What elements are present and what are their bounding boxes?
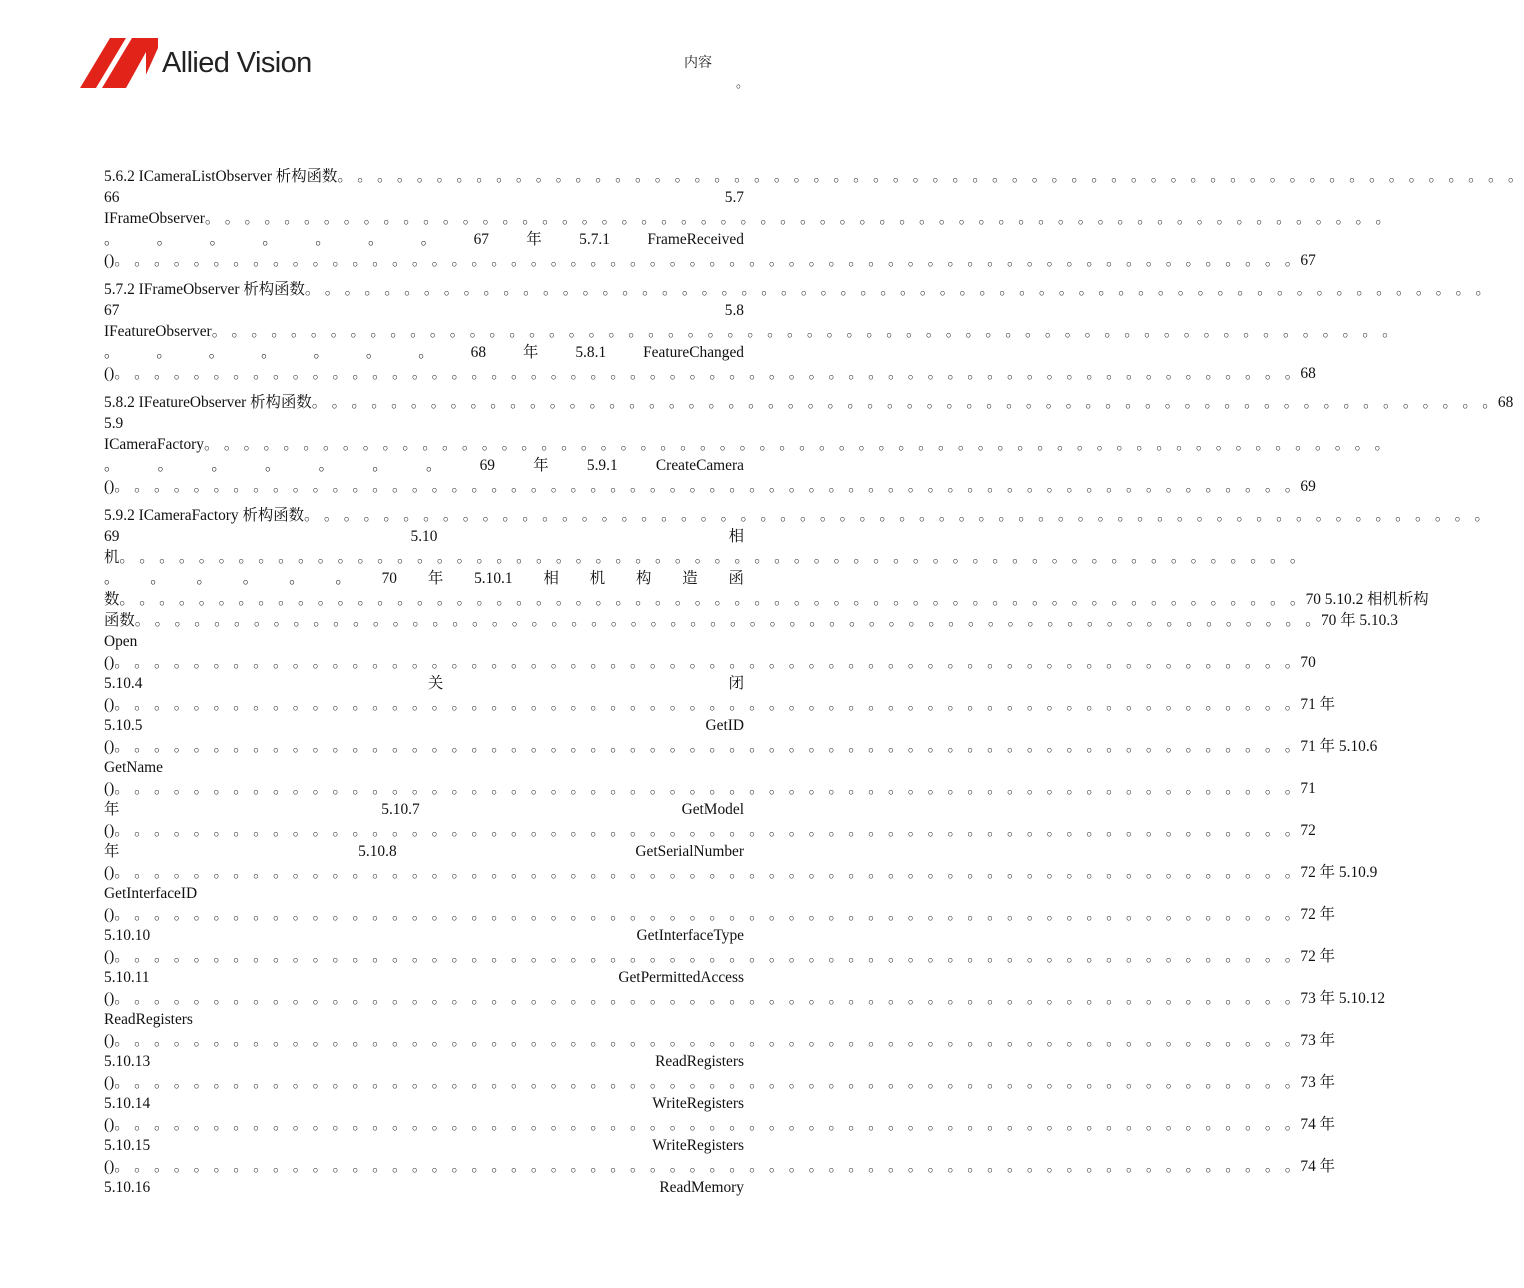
toc-fragment: Open	[104, 633, 138, 650]
toc-fragment: 。	[242, 570, 259, 587]
brand-name: Allied Vision	[162, 46, 312, 79]
dot-leader: 。 。 。 。 。 。 。 。 。 。 。 。 。 。 。 。 。 。 。 。 。 。 。 。 。 。 。 。 。 。 。 。 。 。 。 。 。 。 。 。 。 。 。 。 。 。 。 。 。 。 。 。 。 。 。 。 。 。 。 。	[114, 822, 1301, 839]
toc-entry-title: ()	[104, 696, 115, 713]
toc-fragment: 。	[313, 344, 329, 361]
toc-fragment: CreateCamera	[655, 457, 744, 474]
toc-line[interactable]	[104, 715, 744, 736]
toc-fragment: 69	[479, 457, 495, 474]
toc-fragment: ReadRegisters	[655, 1053, 744, 1070]
toc-entry-page: 72 年	[1300, 906, 1336, 923]
toc-fragment: 构	[635, 570, 652, 587]
toc-fragment: 。	[104, 344, 120, 361]
toc-entry-page: 70 年 5.10.3	[1320, 612, 1398, 629]
toc-entry-title: 5.8.2 IFeatureObserver 析构函数	[104, 394, 312, 411]
toc-line[interactable]	[104, 1135, 744, 1156]
toc-entry-page: 72 年	[1300, 948, 1336, 965]
toc-fragment: 5.7.1	[579, 231, 610, 248]
toc-entry-title: 函数	[104, 612, 135, 629]
dot-leader: 。 。 。 。 。 。 。 。 。 。 。 。 。 。 。 。 。 。 。 。 。 。 。 。 。 。 。 。 。 。 。 。 。 。 。 。 。 。 。 。 。 。 。 。 。 。 。 。 。 。 。 。 。 。 。 。 。 。 。 。	[134, 612, 1321, 629]
dot-leader: 。 。 。 。 。 。 。 。 。 。 。 。 。 。 。 。 。 。 。 。 。 。 。 。 。 。 。 。 。 。 。 。 。 。 。 。 。 。 。 。 。 。 。 。 。 。 。 。 。 。 。 。 。 。 。 。 。 。 。 。	[114, 948, 1301, 965]
dot-leader: 。 。 。 。 。 。 。 。 。 。 。 。 。 。 。 。 。 。 。 。 。 。 。 。 。 。 。 。 。 。 。 。 。 。 。 。 。 。 。 。 。 。 。 。 。 。 。 。 。 。 。 。 。 。 。 。 。 。 。 。	[211, 323, 1398, 340]
toc-fragment: GetName	[104, 759, 163, 776]
toc-fragment: 。	[372, 457, 388, 474]
toc-entry-title: ()	[104, 252, 115, 269]
section-label: 内容	[684, 56, 712, 71]
toc-fragment: 。	[208, 344, 225, 361]
toc-line[interactable]	[104, 694, 1336, 715]
toc-line[interactable]	[104, 250, 1316, 271]
toc-entry-page: 73 年	[1300, 1032, 1336, 1049]
toc-fragment: 66	[104, 189, 120, 206]
toc-fragment: 年	[427, 570, 444, 587]
toc-line[interactable]	[104, 904, 1336, 925]
toc-entry-page: 70 5.10.2 相机析构	[1305, 591, 1429, 608]
toc-line[interactable]	[104, 1030, 1336, 1051]
toc-entry-title: ()	[104, 948, 115, 965]
toc-line[interactable]	[104, 342, 744, 363]
toc-line[interactable]	[104, 1009, 744, 1030]
toc-line[interactable]	[104, 1093, 744, 1114]
toc-fragment: 5.10.8	[358, 843, 397, 860]
toc-entry-title: ()	[104, 990, 115, 1007]
toc-line[interactable]	[104, 363, 1316, 384]
toc-entry-title: 数	[104, 591, 120, 608]
toc-line[interactable]	[104, 631, 744, 652]
toc-fragment: 。	[420, 231, 437, 248]
toc-fragment: 年	[522, 344, 539, 361]
toc-entry-title: ()	[104, 906, 115, 923]
toc-fragment: 5.10.14	[104, 1095, 151, 1112]
toc-fragment: 。	[365, 344, 382, 361]
toc-fragment: FrameReceived	[647, 231, 744, 248]
toc-fragment: 。	[156, 344, 172, 361]
toc-fragment: 5.9	[104, 415, 124, 432]
toc-line[interactable]	[104, 1072, 1336, 1093]
dot-leader: 。 。 。 。 。 。 。 。 。 。 。 。 。 。 。 。 。 。 。 。 。 。 。 。 。 。 。 。 。 。 。 。 。 。 。 。 。 。 。 。 。 。 。 。 。 。 。 。 。 。 。 。 。 。 。 。 。 。 。 。	[114, 780, 1301, 797]
dot-leader: 。 。 。 。 。 。 。 。 。 。 。 。 。 。 。 。 。 。 。 。 。 。 。 。 。 。 。 。 。 。 。 。 。 。 。 。 。 。 。 。 。 。 。 。 。 。 。 。 。 。 。 。 。 。 。 。 。 。 。 。	[114, 738, 1301, 755]
toc-fragment: GetInterfaceType	[636, 927, 744, 944]
toc-fragment: ReadRegisters	[104, 1011, 193, 1028]
allied-vision-logo-mark-icon	[80, 38, 158, 88]
toc-entry-page: 73 年	[1300, 1074, 1336, 1091]
toc-line[interactable]	[104, 505, 1491, 526]
toc-fragment: 5.10.10	[104, 927, 151, 944]
toc-line[interactable]	[104, 1177, 744, 1198]
toc-fragment: 机	[589, 570, 606, 587]
toc-fragment: 相	[728, 528, 744, 545]
toc-entry-title: 5.7.2 IFrameObserver 析构函数	[104, 281, 305, 298]
toc-line[interactable]	[104, 946, 1336, 967]
toc-line[interactable]	[104, 988, 1386, 1009]
toc-fragment: 闭	[728, 675, 744, 692]
toc-entry-page: 68	[1300, 365, 1316, 382]
toc-fragment: 。	[104, 231, 120, 248]
dot-leader: 。 。 。 。 。 。 。 。 。 。 。 。 。 。 。 。 。 。 。 。 。 。 。 。 。 。 。 。 。 。 。 。 。 。 。 。 。 。 。 。 。 。 。 。 。 。 。 。 。 。 。 。 。 。 。 。 。 。 。 。	[337, 168, 1524, 185]
toc-line[interactable]	[104, 1156, 1336, 1177]
toc-entry-title: IFeatureObserver	[104, 323, 212, 340]
toc-entry-title: ()	[104, 738, 115, 755]
toc-line[interactable]	[104, 799, 744, 820]
dot-leader: 。 。 。 。 。 。 。 。 。 。 。 。 。 。 。 。 。 。 。 。 。 。 。 。 。 。 。 。 。 。 。 。 。 。 。 。 。 。 。 。 。 。 。 。 。 。 。 。 。 。 。 。 。 。 。 。 。 。 。 。	[114, 906, 1301, 923]
toc-entry-page: 67	[1300, 252, 1316, 269]
toc-entry-page: 71 年 5.10.6	[1300, 738, 1378, 755]
toc-fragment: 69	[104, 528, 120, 545]
toc-line[interactable]	[104, 673, 744, 694]
dot-leader: 。 。 。 。 。 。 。 。 。 。 。 。 。 。 。 。 。 。 。 。 。 。 。 。 。 。 。 。 。 。 。 。 。 。 。 。 。 。 。 。 。 。 。 。 。 。 。 。 。 。 。 。 。 。 。 。 。 。 。 。	[204, 436, 1391, 453]
toc-entry-page: 72	[1300, 822, 1316, 839]
toc-fragment: 5.10.7	[381, 801, 420, 818]
toc-fragment: 。	[315, 231, 331, 248]
toc-entry-page: 73 年 5.10.12	[1300, 990, 1386, 1007]
toc-line[interactable]	[104, 925, 744, 946]
toc-fragment: 。	[196, 570, 212, 587]
toc-fragment: 68	[470, 344, 487, 361]
toc-line[interactable]	[104, 413, 744, 434]
allied-vision-logo	[80, 38, 312, 88]
toc-fragment: 。	[104, 457, 120, 474]
toc-entry-page: 71	[1300, 780, 1316, 797]
toc-line[interactable]	[104, 589, 1429, 610]
dot-leader: 。 。 。 。 。 。 。 。 。 。 。 。 。 。 。 。 。 。 。 。 。 。 。 。 。 。 。 。 。 。 。 。 。 。 。 。 。 。 。 。 。 。 。 。 。 。 。 。 。 。 。 。 。 。 。 。 。 。 。 。	[114, 1158, 1301, 1175]
toc-fragment: 。	[367, 231, 384, 248]
toc-fragment: 5.7	[724, 189, 744, 206]
toc-entry-title: 机	[104, 549, 120, 566]
toc-line[interactable]	[104, 568, 744, 589]
toc-line[interactable]	[104, 757, 744, 778]
toc-entry-title: ()	[104, 654, 115, 671]
toc-fragment: 年	[533, 457, 549, 474]
dot-leader: 。 。 。 。 。 。 。 。 。 。 。 。 。 。 。 。 。 。 。 。 。 。 。 。 。 。 。 。 。 。 。 。 。 。 。 。 。 。 。 。 。 。 。 。 。 。 。 。 。 。 。 。 。 。 。 。 。 。 。 。	[304, 507, 1491, 524]
toc-line[interactable]	[104, 778, 1316, 799]
toc-fragment: 造	[682, 570, 698, 587]
toc-fragment: 5.10.16	[104, 1179, 151, 1196]
toc-fragment: 。	[289, 570, 305, 587]
toc-entry-title: ()	[104, 1116, 115, 1133]
toc-line[interactable]	[104, 300, 744, 321]
toc-entry-title: ()	[104, 864, 115, 881]
toc-fragment: 。	[261, 344, 277, 361]
toc-entry-title: ()	[104, 478, 115, 495]
toc-entry-title: IFrameObserver	[104, 210, 205, 227]
toc-entry-page: 72 年 5.10.9	[1300, 864, 1378, 881]
toc-fragment: 5.10.15	[104, 1137, 151, 1154]
dot-leader: 。 。 。 。 。 。 。 。 。 。 。 。 。 。 。 。 。 。 。 。 。 。 。 。 。 。 。 。 。 。 。 。 。 。 。 。 。 。 。 。 。 。 。 。 。 。 。 。 。 。 。 。 。 。 。 。 。 。 。 。	[114, 696, 1301, 713]
toc-fragment: 5.10	[410, 528, 438, 545]
dot-leader: 。 。 。 。 。 。 。 。 。 。 。 。 。 。 。 。 。 。 。 。 。 。 。 。 。 。 。 。 。 。 。 。 。 。 。 。 。 。 。 。 。 。 。 。 。 。 。 。 。 。 。 。 。 。 。 。 。 。 。 。	[114, 654, 1301, 671]
toc-entry-page: 71 年	[1300, 696, 1336, 713]
toc-entry-page: 70	[1300, 654, 1316, 671]
toc-entry-title: ()	[104, 1032, 115, 1049]
toc-fragment: 5.10.5	[104, 717, 143, 734]
dot-leader: 。 。 。 。 。 。 。 。 。 。 。 。 。 。 。 。 。 。 。 。 。 。 。 。 。 。 。 。 。 。 。 。 。 。 。 。 。 。 。 。 。 。 。 。 。 。 。 。 。 。 。 。 。 。 。 。 。 。 。 。	[114, 1032, 1301, 1049]
dot-leader: 。 。 。 。 。 。 。 。 。 。 。 。 。 。 。 。 。 。 。 。 。 。 。 。 。 。 。 。 。 。 。 。 。 。 。 。 。 。 。 。 。 。 。 。 。 。 。 。 。 。 。 。 。 。 。 。 。 。 。 。	[114, 365, 1301, 382]
toc-fragment: 。	[156, 231, 173, 248]
toc-fragment: 。	[211, 457, 227, 474]
toc-line[interactable]	[104, 967, 744, 988]
dot-leader: 。 。 。 。 。 。 。 。 。 。 。 。 。 。 。 。 。 。 。 。 。 。 。 。 。 。 。 。 。 。 。 。 。 。 。 。 。 。 。 。 。 。 。 。 。 。 。 。 。 。 。 。 。 。 。 。 。 。 。 。	[114, 864, 1301, 881]
toc-entry-page: 68	[1497, 394, 1514, 411]
dot-leader: 。 。 。 。 。 。 。 。 。 。 。 。 。 。 。 。 。 。 。 。 。 。 。 。 。 。 。 。 。 。 。 。 。 。 。 。 。 。 。 。 。 。 。 。 。 。 。 。 。 。 。 。 。 。 。 。 。 。 。 。	[114, 252, 1301, 269]
toc-fragment: 5.10.13	[104, 1053, 151, 1070]
toc-fragment: GetSerialNumber	[635, 843, 744, 860]
toc-fragment: 5.10.11	[104, 969, 150, 986]
toc-entry-title: ICameraFactory	[104, 436, 204, 453]
toc-fragment: GetInterfaceID	[104, 885, 198, 902]
dot-leader: 。 。 。 。 。 。 。 。 。 。 。 。 。 。 。 。 。 。 。 。 。 。 。 。 。 。 。 。 。 。 。 。 。 。 。 。 。 。 。 。 。 。 。 。 。 。 。 。 。 。 。 。 。 。 。 。 。 。 。 。	[204, 210, 1392, 227]
toc-line[interactable]	[104, 841, 744, 862]
toc-line[interactable]	[104, 208, 1392, 229]
dot-leader: 。 。 。 。 。 。 。 。 。 。 。 。 。 。 。 。 。 。 。 。 。 。 。 。 。 。 。 。 。 。 。 。 。 。 。 。 。 。 。 。 。 。 。 。 。 。 。 。 。 。 。 。 。 。 。 。 。 。 。 。	[304, 281, 1492, 298]
toc-fragment: WriteRegisters	[652, 1095, 744, 1112]
toc-fragment: 关	[427, 675, 444, 692]
toc-line[interactable]	[104, 547, 1306, 568]
toc-line[interactable]	[104, 476, 1316, 497]
toc-fragment: WriteRegisters	[652, 1137, 744, 1154]
toc-line[interactable]	[104, 455, 744, 476]
toc-fragment: 。	[150, 570, 166, 587]
toc-line[interactable]	[104, 229, 744, 250]
toc-fragment: 5.8.1	[575, 344, 607, 361]
toc-line[interactable]	[104, 820, 1316, 841]
toc-line[interactable]	[104, 166, 1524, 187]
toc-fragment: 67	[473, 231, 489, 248]
toc-line[interactable]	[104, 187, 744, 208]
page-header	[0, 0, 826, 130]
toc-entry-title: ()	[104, 780, 115, 797]
dot-leader: 。 。 。 。 。 。 。 。 。 。 。 。 。 。 。 。 。 。 。 。 。 。 。 。 。 。 。 。 。 。 。 。 。 。 。 。 。 。 。 。 。 。 。 。 。 。 。 。 。 。 。 。 。 。 。 。 。 。 。 。	[119, 591, 1306, 608]
toc-fragment: 年	[104, 801, 120, 818]
toc-entry-title: ()	[104, 365, 115, 382]
toc-fragment: ReadMemory	[659, 1179, 744, 1196]
toc-fragment: 函	[728, 570, 744, 587]
toc-line[interactable]	[104, 526, 744, 547]
toc-fragment: 。	[425, 457, 442, 474]
toc-line[interactable]	[104, 1114, 1336, 1135]
dot-leader: 。 。 。 。 。 。 。 。 。 。 。 。 。 。 。 。 。 。 。 。 。 。 。 。 。 。 。 。 。 。 。 。 。 。 。 。 。 。 。 。 。 。 。 。 。 。 。 。 。 。 。 。 。 。 。 。 。 。 。 。	[119, 549, 1306, 566]
toc-fragment: 5.9.1	[586, 457, 618, 474]
dot-leader: 。 。 。 。 。 。 。 。 。 。 。 。 。 。 。 。 。 。 。 。 。 。 。 。 。 。 。 。 。 。 。 。 。 。 。 。 。 。 。 。 。 。 。 。 。 。 。 。 。 。 。 。 。 。 。 。 。 。 。 。	[114, 478, 1301, 495]
toc-fragment: GetModel	[681, 801, 744, 818]
toc-line[interactable]	[104, 652, 1316, 673]
toc-fragment: 。	[264, 457, 281, 474]
toc-fragment: 年	[526, 231, 542, 248]
toc-entry-page: 69	[1300, 478, 1316, 495]
toc-fragment: 。	[262, 231, 278, 248]
toc-fragment: 。	[318, 457, 335, 474]
toc-line[interactable]	[104, 1051, 744, 1072]
toc-entry-title: 5.6.2 ICameraListObserver 析构函数	[104, 168, 338, 185]
toc-fragment: 年	[104, 843, 120, 860]
toc-entry-page: 74 年	[1300, 1116, 1336, 1133]
toc-fragment: FeatureChanged	[643, 344, 744, 361]
toc-line[interactable]	[104, 392, 1514, 413]
toc-line[interactable]	[104, 321, 1398, 342]
toc-line[interactable]	[104, 434, 1391, 455]
toc-line[interactable]	[104, 862, 1378, 883]
toc-fragment: 5.10.4	[104, 675, 143, 692]
toc-fragment: 。	[418, 344, 434, 361]
toc-fragment: 。	[335, 570, 351, 587]
toc-fragment: 。	[209, 231, 225, 248]
dot-leader: 。 。 。 。 。 。 。 。 。 。 。 。 。 。 。 。 。 。 。 。 。 。 。 。 。 。 。 。 。 。 。 。 。 。 。 。 。 。 。 。 。 。 。 。 。 。 。 。 。 。 。 。 。 。 。 。 。 。 。 。	[114, 990, 1301, 1007]
toc-fragment: 5.10.1	[474, 570, 513, 587]
toc-fragment: GetID	[705, 717, 744, 734]
dot-leader: 。 。 。 。 。 。 。 。 。 。 。 。 。 。 。 。 。 。 。 。 。 。 。 。 。 。 。 。 。 。 。 。 。 。 。 。 。 。 。 。 。 。 。 。 。 。 。 。 。 。 。 。 。 。 。 。 。 。 。 。	[114, 1116, 1301, 1133]
table-of-contents	[104, 166, 1524, 1198]
toc-fragment: 5.8	[724, 302, 744, 319]
toc-fragment: 相	[543, 570, 559, 587]
toc-entry-title: ()	[104, 1074, 115, 1091]
toc-fragment: 67	[104, 302, 120, 319]
section-dot: 。	[736, 75, 750, 90]
toc-fragment: 。	[157, 457, 174, 474]
dot-leader: 。 。 。 。 。 。 。 。 。 。 。 。 。 。 。 。 。 。 。 。 。 。 。 。 。 。 。 。 。 。 。 。 。 。 。 。 。 。 。 。 。 。 。 。 。 。 。 。 。 。 。 。 。 。 。 。 。 。 。 。	[311, 394, 1498, 411]
toc-fragment: 70	[381, 570, 397, 587]
toc-fragment: GetPermittedAccess	[618, 969, 744, 986]
toc-entry-title: 5.9.2 ICameraFactory 析构函数	[104, 507, 305, 524]
toc-fragment: 。	[104, 570, 120, 587]
toc-line[interactable]	[104, 736, 1378, 757]
toc-entry-title: ()	[104, 822, 115, 839]
toc-line[interactable]	[104, 279, 1492, 300]
dot-leader: 。 。 。 。 。 。 。 。 。 。 。 。 。 。 。 。 。 。 。 。 。 。 。 。 。 。 。 。 。 。 。 。 。 。 。 。 。 。 。 。 。 。 。 。 。 。 。 。 。 。 。 。 。 。 。 。 。 。 。 。	[114, 1074, 1301, 1091]
toc-line[interactable]	[104, 610, 1398, 631]
toc-entry-page: 74 年	[1300, 1158, 1336, 1175]
toc-line[interactable]	[104, 883, 744, 904]
toc-entry-title: ()	[104, 1158, 115, 1175]
